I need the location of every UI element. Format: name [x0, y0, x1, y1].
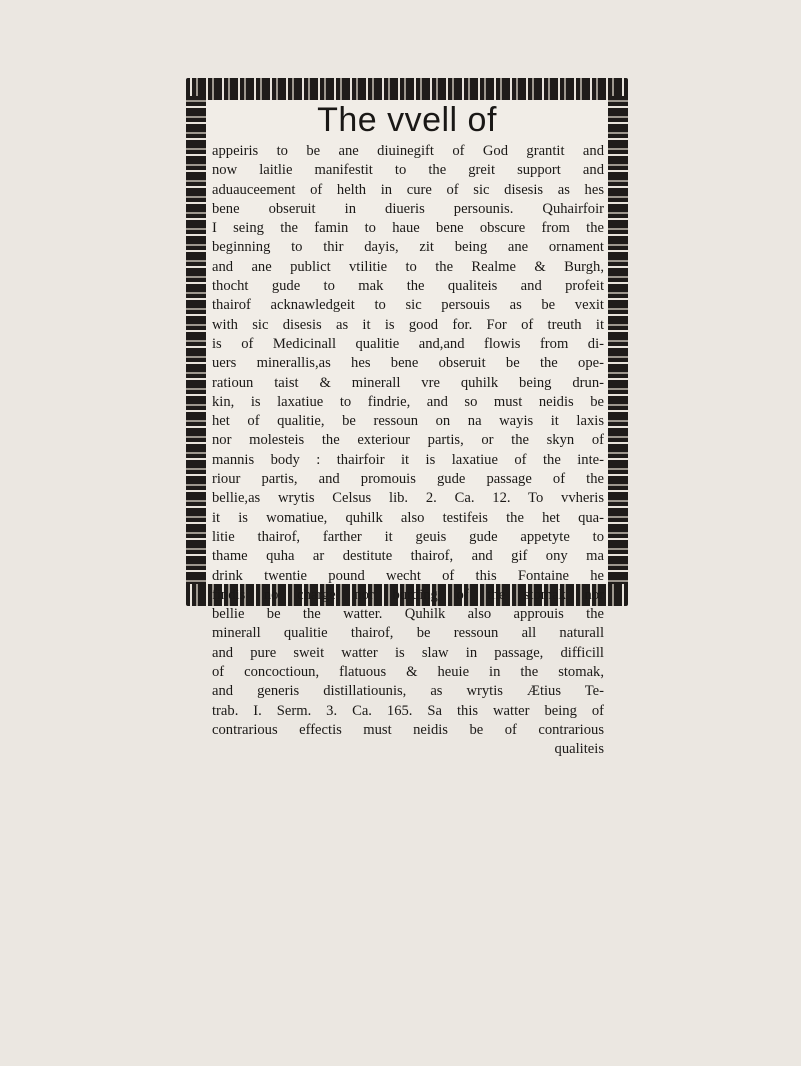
text-line: with sic disesis as it is good for. For of treuth it — [212, 316, 604, 333]
text-line: and pure sweit watter is slaw in passage, difficill — [212, 644, 604, 661]
body-text — [212, 142, 604, 760]
text-line: litie thairof, farther it geuis gude appetyte to — [212, 528, 604, 545]
text-line: het of qualitie, be ressoun on na wayis it laxis — [212, 413, 604, 430]
text-line: aduauceement of helth in cure of sic disesis as hes — [212, 181, 604, 198]
text-line: contrarious effectis must neidis be of contrarious — [212, 721, 604, 738]
text-line: uers minerallis,as hes bene obseruit be the ope- — [212, 355, 604, 372]
text-line: mannis body : thairfoir it is laxatiue of the inte- — [212, 451, 604, 468]
ornament-border-top — [186, 78, 628, 100]
running-header: The vvell of — [317, 101, 497, 139]
ornament-border-left — [186, 96, 206, 588]
text-line: thairof acknawledgeit to sic persouis as be vexit — [212, 297, 604, 314]
text-line: now laitlie manifestit to the greit support and — [212, 162, 604, 179]
text-line: and generis distillatiounis, as wrytis Ætius Te- — [212, 683, 604, 700]
text-line: kin, is laxatiue to findrie, and so must neidis be — [212, 393, 604, 410]
text-line: I seing the famin to haue bene obscure from the — [212, 220, 604, 237]
text-line: drink twentie pound wecht of this Fontaine he — [212, 567, 604, 584]
text-line: bellie,as wrytis Celsus lib. 2. Ca. 12. To vvheris — [212, 490, 604, 507]
text-line: ratioun taist & minerall vre quhilk being drun- — [212, 374, 604, 391]
text-line: thame quha ar destitute thairof, and gif ony ma — [212, 548, 604, 565]
text-line: beginning to thir dayis, zit being ane ornament — [212, 239, 604, 256]
text-line: of concoctioun, flatuous & heuie in the stomak, — [212, 664, 604, 681]
text-block — [206, 100, 608, 758]
text-line: trab. I. Serm. 3. Ca. 165. Sa this watter being of — [212, 702, 604, 719]
text-line: nor molesteis the exteriour partis, or the skyn of — [212, 432, 604, 449]
text-line: and ane publict vtilitie to the Realme & Burgh, — [212, 258, 604, 275]
text-line: bene obseruit in diueris persounis. Quhairfoir — [212, 200, 604, 217]
text-line: thocht gude to mak the qualiteis and profeit — [212, 278, 604, 295]
ornament-border-right — [608, 96, 628, 588]
text-line: it is womatiue, quhilk also testifeis the het qua- — [212, 509, 604, 526]
text-line: findis no charge nor burding of the stomak nor — [212, 586, 604, 603]
ornamental-frame — [186, 78, 628, 758]
catchword: qualiteis — [554, 741, 604, 758]
text-line: riour partis, and promouis gude passage of the — [212, 471, 604, 488]
text-line: minerall qualitie thairof, be ressoun all naturall — [212, 625, 604, 642]
text-line: appeiris to be ane diuinegift of God grantit and — [212, 143, 604, 159]
text-line: bellie be the watter. Quhilk also approuis the — [212, 606, 604, 623]
text-line: is of Medicinall qualitie and,and flowis from di- — [212, 335, 604, 352]
